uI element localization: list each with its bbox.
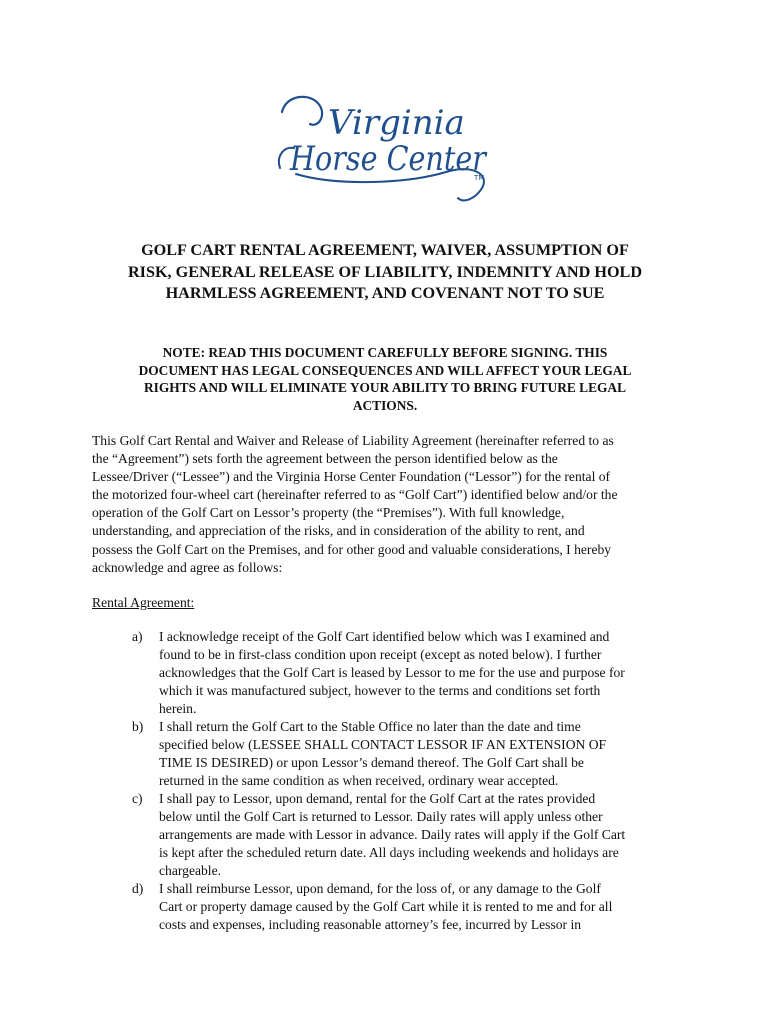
list-marker: a) <box>132 629 143 644</box>
list-marker: c) <box>132 791 143 806</box>
note-line: RIGHTS AND WILL ELIMINATE YOUR ABILITY TO BRING FUTURE LEGAL <box>143 380 627 395</box>
item-line: I shall return the Golf Cart to the Stable Office no later than the date and time <box>159 719 581 734</box>
document-title <box>80 240 690 305</box>
item-line: acknowledges that the Golf Cart is leased by Lessor to me for the use and purpose for <box>159 665 625 680</box>
intro-line: the motorized four-wheel cart (hereinafter referred to as “Golf Cart”) identified below and/or the <box>92 487 618 503</box>
title-line: GOLF CART RENTAL AGREEMENT, WAIVER, ASSUMPTION OF <box>141 241 629 259</box>
warning-note <box>80 344 690 414</box>
logo-line1: Virginia <box>328 103 465 143</box>
item-line: herein. <box>159 701 197 716</box>
item-line: I shall reimburse Lessor, upon demand, for the loss of, or any damage to the Golf <box>159 881 601 896</box>
list-marker: d) <box>132 881 144 896</box>
item-line: arrangements are made with Lessor in advance. Daily rates will apply if the Golf Cart <box>159 827 626 842</box>
intro-line: This Golf Cart Rental and Waiver and Release of Liability Agreement (hereinafter referred to as <box>92 433 614 448</box>
intro-paragraph <box>92 432 692 577</box>
item-line: costs and expenses, including reasonable attorney’s fee, incurred by Lessor in <box>159 917 582 932</box>
note-line: NOTE: READ THIS DOCUMENT CAREFULLY BEFORE SIGNING. THIS <box>162 345 608 360</box>
title-line: HARMLESS AGREEMENT, AND COVENANT NOT TO SUE <box>165 284 605 302</box>
intro-line: possess the Golf Cart on the Premises, and for other good and valuable considerations, I hereby <box>92 541 612 557</box>
title-line: RISK, GENERAL RELEASE OF LIABILITY, INDEMNITY AND HOLD <box>127 262 643 281</box>
item-line: TIME IS DESIRED) or upon Lessor’s demand thereof. The Golf Cart shall be <box>159 755 584 770</box>
note-line: DOCUMENT HAS LEGAL CONSEQUENCES AND WILL AFFECT YOUR LEGAL <box>138 362 632 378</box>
list-item <box>132 790 692 880</box>
trademark-symbol: TM <box>474 174 485 182</box>
list-marker: b) <box>132 719 144 734</box>
item-line: I acknowledge receipt of the Golf Cart identified below which was I examined and <box>159 629 610 644</box>
intro-line: the “Agreement”) sets forth the agreement between the person identified below as the <box>92 451 558 467</box>
intro-line: understanding, and appreciation of the risks, and in consideration of the ability to rent, and <box>92 523 585 539</box>
note-line: ACTIONS. <box>352 397 418 413</box>
list-item <box>132 628 692 718</box>
logo-graphic <box>276 88 496 208</box>
intro-line: operation of the Golf Cart on Lessor’s property (the “Premises”). With full knowledge, <box>92 505 565 521</box>
item-line: below until the Golf Cart is returned to Lessor. Daily rates will apply unless other <box>159 809 603 824</box>
logo-line2: Horse Center <box>289 139 488 179</box>
item-line: is kept after the scheduled return date. All days including weekends and holidays are <box>159 845 619 860</box>
list-item <box>132 718 692 790</box>
item-line: I shall pay to Lessor, upon demand, rental for the Golf Cart at the rates provided <box>159 791 596 806</box>
rental-agreement-heading: Rental Agreement: <box>92 595 195 610</box>
intro-line: Lessee/Driver (“Lessee”) and the Virginia Horse Center Foundation (“Lessor”) for the rental of <box>92 469 611 485</box>
item-line: found to be in first-class condition upon receipt (except as noted below). I further <box>159 647 602 662</box>
intro-line: acknowledge and agree as follows: <box>92 559 283 575</box>
item-line: specified below (LESSEE SHALL CONTACT LESSOR IF AN EXTENSION OF <box>159 737 607 752</box>
list-item <box>132 880 692 934</box>
virginia-horse-center-logo <box>276 88 496 208</box>
item-line: chargeable. <box>159 863 222 878</box>
rental-terms-list <box>132 628 692 934</box>
item-line: Cart or property damage caused by the Golf Cart while it is rented to me and for all <box>159 899 613 914</box>
item-line: which it was manufactured subject, however to the terms and conditions set forth <box>159 683 601 698</box>
item-line: returned in the same condition as when received, ordinary wear accepted. <box>159 773 559 788</box>
